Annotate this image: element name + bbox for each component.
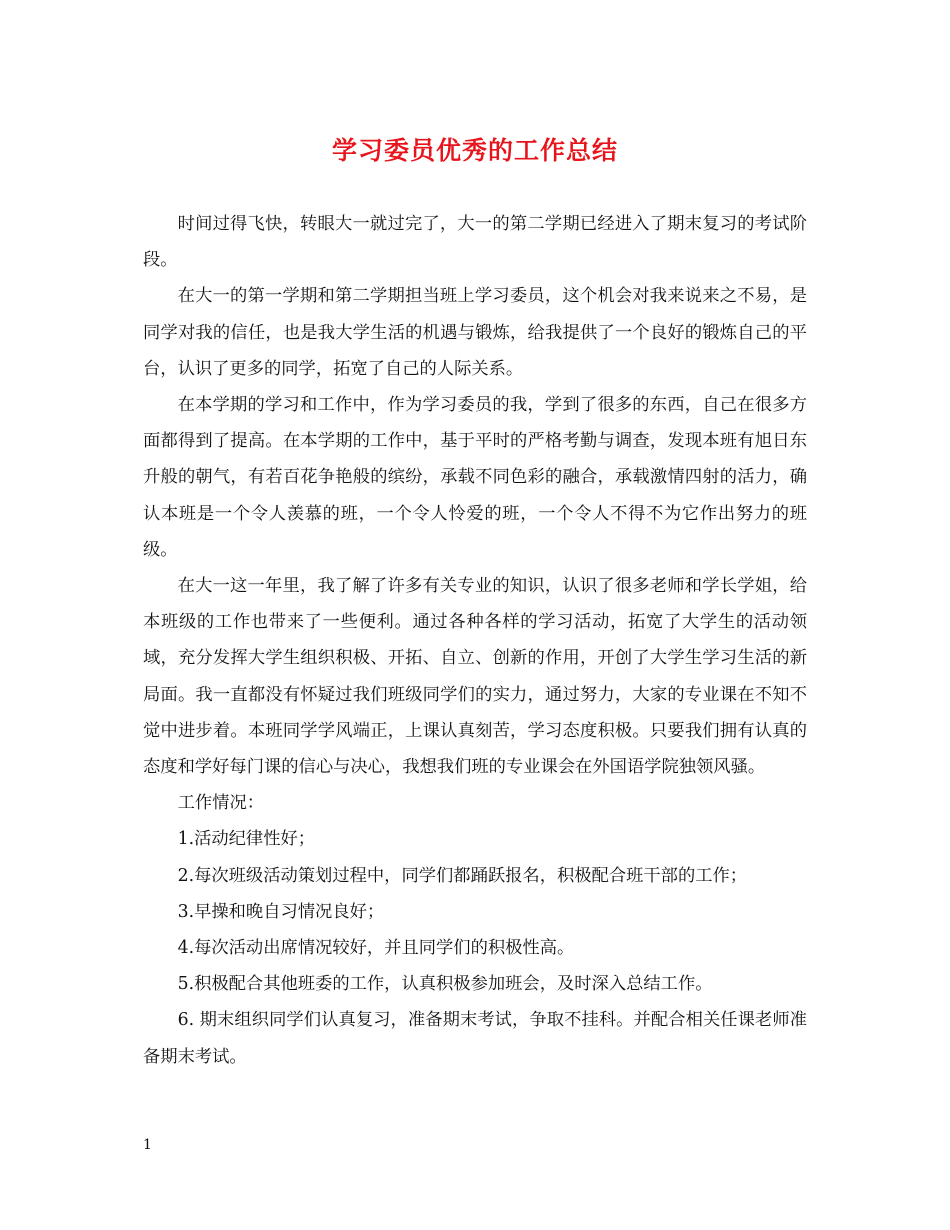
list-item-4: 4.每次活动出席情况较好，并且同学们的积极性高。 <box>177 938 575 959</box>
document-title: 学习委员优秀的工作总结 <box>331 136 618 165</box>
list-item-5: 5.积极配合其他班委的工作，认真积极参加班会，及时深入总结工作。 <box>177 974 713 995</box>
work-status-heading: 工作情况： <box>177 793 265 814</box>
paragraph-intro: 时间过得飞快，转眼大一就过完了，大一的第二学期已经进入了期末复习的考试阶段。 <box>143 214 807 271</box>
paragraph-year: 在大一这一年里，我了解了许多有关专业的知识，认识了很多老师和学长学姐，给本班级的工作也带来了一些便利。通过各种各样的学习活动，拓宽了大学生的活动领域，充分发挥大学生组织积极、开拓、自立、创新的作用，开创了大学生学习生活的新局面。我一直都没有怀疑过我们班级同学们的实力，通过努力，大家的专业课在不知不觉中进步着。本班同学学风端正，上课认真刻苦，学习态度积极。只要我们拥有认真的态度和学好每门课的信心与决心，我想我们班的专业课会在外国语学院独领风骚。 <box>143 576 807 778</box>
paragraph-role: 在大一的第一学期和第二学期担当班上学习委员，这个机会对我来说来之不易，是同学对我的信任，也是我大学生活的机遇与锻炼，给我提供了一个良好的锻炼自己的平台，认识了更多的同学，拓宽了自己的人际关系。 <box>143 286 807 379</box>
list-item-3: 3.早操和晚自习情况良好； <box>177 901 385 922</box>
list-item-6: 6. 期末组织同学们认真复习，准备期末考试，争取不挂科。并配合相关任课老师准备期末考试。 <box>143 1010 807 1067</box>
page-number: 1 <box>143 1137 152 1153</box>
list-item-2: 2.每次班级活动策划过程中，同学们都踊跃报名，积极配合班干部的工作； <box>177 865 748 886</box>
document-body <box>143 206 807 1075</box>
list-item-1: 1.活动纪律性好； <box>177 829 316 850</box>
paragraph-semester: 在本学期的学习和工作中，作为学习委员的我，学到了很多的东西，自己在很多方面都得到了提高。在本学期的工作中，基于平时的严格考勤与调查，发现本班有旭日东升般的朝气，有若百花争艳般的缤纷，承载不同色彩的融合，承载激情四射的活力，确认本班是一个令人羡慕的班，一个令人怜爱的班，一个令人不得不为它作出努力的班级。 <box>143 395 807 560</box>
